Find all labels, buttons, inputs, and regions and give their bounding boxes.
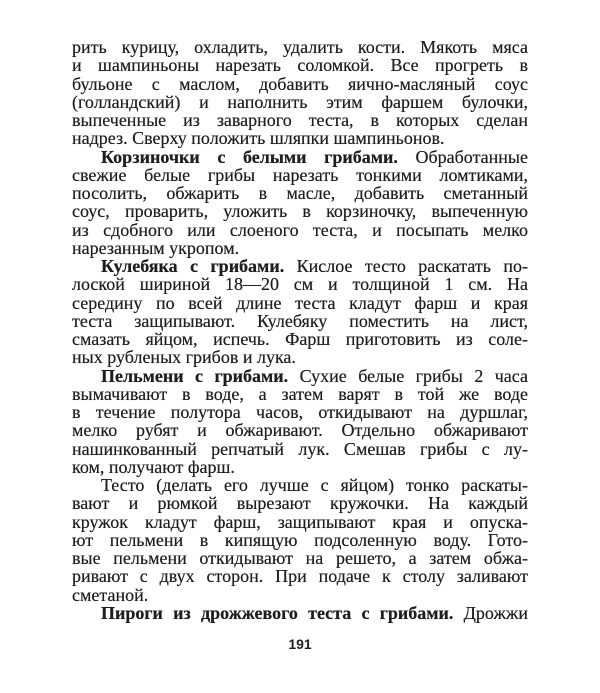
text-line: вымачивают в воде, а затем варят в той же воде (72, 383, 528, 404)
text-line: ривают с двух сторон. При подаче к столу заливают (72, 566, 528, 587)
text-line (72, 604, 528, 622)
recipe-heading: Пельмени с грибами. (101, 365, 289, 386)
paragraph (72, 38, 528, 148)
text-line: ют пельмени в кипящую подсоленную воду. Гото- (72, 529, 528, 550)
text-line: из сдобного или слоеного теста, и посыпать мелко (72, 219, 528, 240)
paragraph (72, 604, 528, 622)
recipe-heading: Пироги из дрожжевого теста с грибами. (101, 602, 454, 623)
text-line: лоской шириной 18—20 см и толщиной 1 см. На (72, 274, 528, 295)
line-text: Сухие белые грибы 2 часа (288, 365, 528, 386)
text-line: вают и рюмкой вырезают кружочки. На каждый (72, 493, 528, 514)
paragraph (72, 476, 528, 604)
text-line (72, 148, 528, 166)
text-line: бульоне с маслом, добавить яично-масляный соус (72, 73, 528, 94)
text-line: свежие белые грибы нарезать тонкими ломтиками, (72, 164, 528, 185)
recipe-heading: Корзиночки с белыми грибами. (101, 146, 398, 167)
recipe-heading: Кулебяка с грибами. (101, 256, 285, 276)
line-text: Кислое тесто раскатать по- (284, 256, 529, 276)
text-line: сметаной. (72, 584, 149, 605)
text-line: Тесто (делать его лучше с яйцом) тонко раскаты- (101, 475, 528, 495)
text-line: соус, проварить, уложить в корзиночку, выпеченную (72, 201, 528, 222)
text-line (72, 257, 528, 275)
text-line: ных рубленых грибов и лука. (72, 347, 296, 368)
text-line: ком, получают фарш. (72, 456, 235, 477)
text-line: смазать яйцом, испечь. Фарш приготовить из соле- (72, 329, 528, 349)
text-line: вые пельмени откидывают на решето, а затем обжа- (72, 548, 528, 568)
line-text: Дрожжи (453, 602, 528, 623)
paragraph (72, 367, 528, 477)
text-line: рить курицу, охладить, удалить кости. Мякоть мяса (72, 37, 528, 57)
text-line: надрез. Сверху положить шляпки шампиньонов. (72, 128, 445, 149)
text-line: посолить, обжарить в масле, добавить сметанный (72, 183, 528, 203)
line-text: Обработанные (397, 146, 528, 167)
text-line: середину по всей длине теста кладут фарш и края (72, 292, 528, 313)
text-line (72, 367, 528, 385)
page-number: 191 (288, 636, 312, 652)
text-line: (голландский) и наполнить этим фаршем булочки, (72, 91, 528, 112)
text-line: и шампиньоны нарезать соломкой. Все прогреть в (72, 55, 528, 76)
text-line: нарезанным укропом. (72, 237, 240, 258)
text-line: нашинкованный репчатый лук. Смешав грибы с лу- (72, 438, 528, 459)
paragraph (72, 257, 528, 367)
text-line: мелко рубят и обжаривают. Отдельно обжаривают (72, 420, 528, 441)
paragraph (72, 148, 528, 258)
text-line: кружок кладут фарш, защипывают края и опуска- (72, 511, 528, 532)
text-line: в течение полутора часов, откидывают на дуршлаг, (72, 402, 528, 422)
book-page-text (72, 38, 528, 622)
text-line: теста защипывают. Кулебяку поместить на лист, (72, 310, 528, 331)
text-line: выпеченные из заварного теста, в которых сделан (72, 110, 528, 130)
